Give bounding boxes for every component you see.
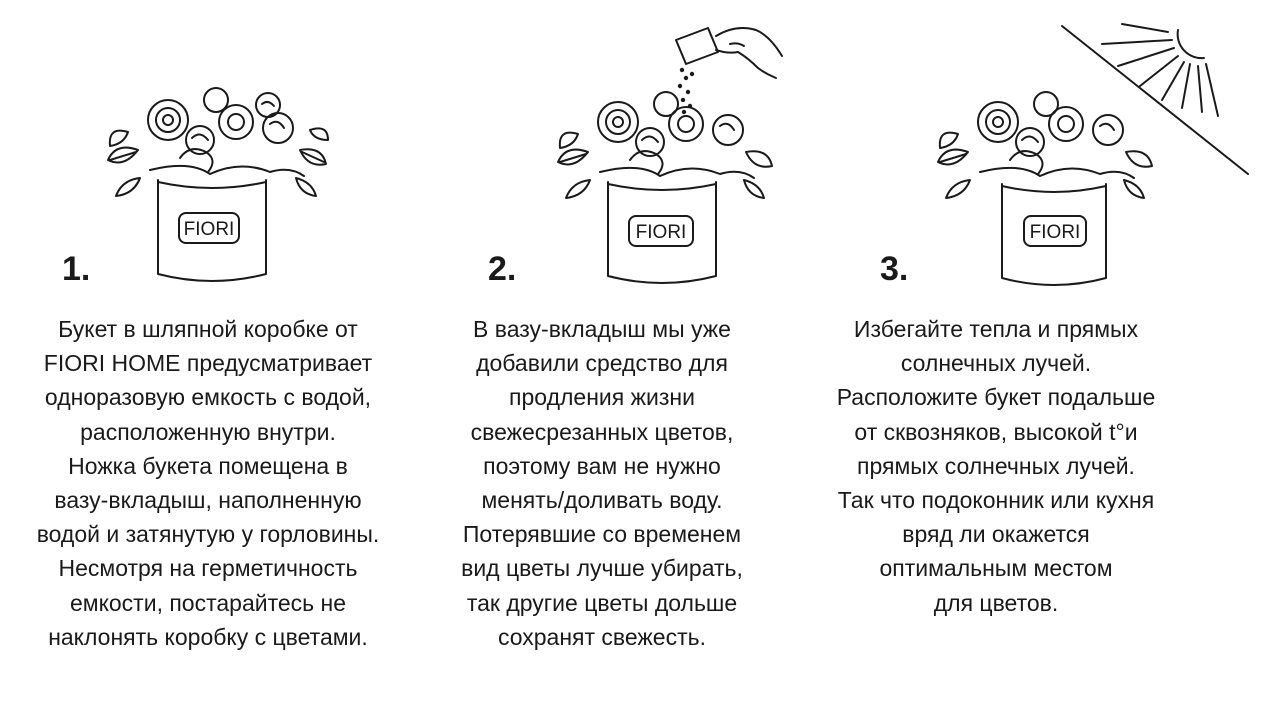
brand-label: FIORI: [635, 222, 687, 243]
step-number: 1.: [62, 250, 91, 288]
text-line: так другие цветы дольше: [466, 589, 738, 616]
brand-label: FIORI: [1029, 222, 1081, 243]
step-description: [392, 312, 812, 654]
text-line: емкости, постарайтесь не: [69, 589, 347, 616]
text-line: поэтому вам не нужно: [483, 452, 721, 479]
step-number: 3.: [880, 250, 909, 288]
step-1: [0, 0, 420, 720]
text-line: вряд ли окажется: [902, 521, 1090, 548]
text-line: одноразовую емкость с водой,: [44, 384, 372, 411]
text-line: Так что подоконник или кухня: [837, 487, 1155, 514]
text-line: Несмотря на герметичность: [58, 555, 358, 582]
text-line: свежесрезанных цветов,: [470, 418, 734, 445]
brand-label: FIORI: [183, 219, 235, 240]
text-line: оптимальным местом: [879, 555, 1113, 582]
text-line: Расположите букет подальше: [836, 384, 1156, 411]
text-line: расположенную внутри.: [80, 418, 336, 445]
step-3: [836, 0, 1260, 720]
text-line: Букет в шляпной коробке от: [58, 316, 358, 342]
text-line: продления жизни: [509, 384, 695, 411]
step-description: [786, 312, 1206, 620]
text-line: вазу-вкладыш, наполненную: [54, 487, 362, 514]
text-line: водой и затянутую у горловины.: [36, 521, 380, 548]
text-line: от сквозняков, высокой t°и: [854, 418, 1138, 445]
text-line: солнечных лучей.: [900, 350, 1092, 377]
text-line: сохранят свежесть.: [497, 623, 707, 650]
step-number: 2.: [488, 250, 517, 288]
text-line: FIORI HOME предусматривает: [43, 350, 373, 377]
text-line: Ножка букета помещена в: [68, 452, 348, 479]
text-line: для цветов.: [933, 589, 1059, 616]
text-line: В вазу-вкладыш мы уже: [473, 316, 731, 342]
text-line: вид цветы лучше убирать,: [461, 555, 743, 582]
text-line: наклонять коробку с цветами.: [48, 623, 368, 650]
text-line: менять/доливать воду.: [481, 487, 723, 514]
step-description: [0, 312, 418, 654]
text-line: Потерявшие со временем: [462, 521, 742, 548]
text-line: Избегайте тепла и прямых: [853, 316, 1139, 342]
text-line: добавили средство для: [476, 350, 728, 377]
text-line: прямых солнечных лучей.: [857, 452, 1135, 479]
